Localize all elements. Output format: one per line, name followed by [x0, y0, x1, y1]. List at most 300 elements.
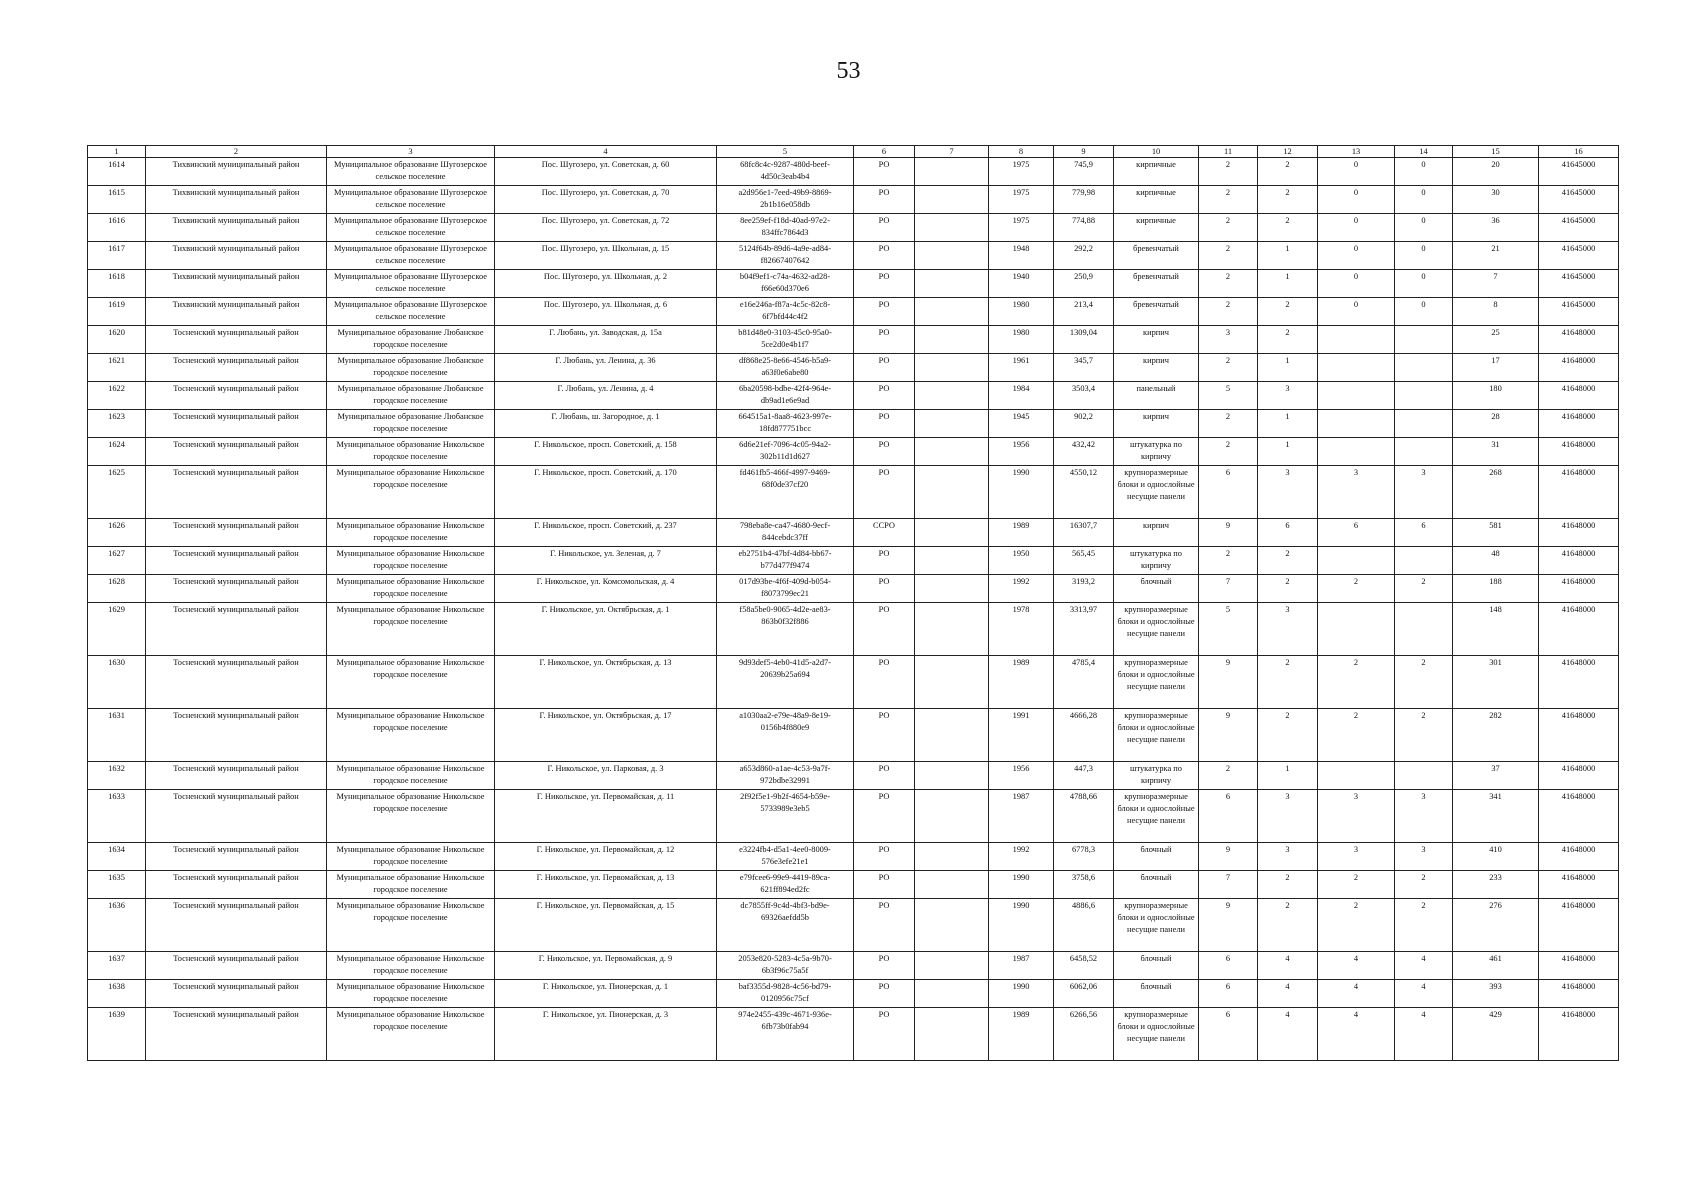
table-cell: 1 — [1258, 410, 1318, 438]
table-cell: 41645000 — [1539, 298, 1619, 326]
table-cell: 2 — [1318, 575, 1395, 603]
table-cell: 1626 — [88, 519, 146, 547]
table-cell — [915, 656, 989, 709]
page-number: 53 — [836, 58, 861, 84]
table-cell: 779,98 — [1054, 186, 1114, 214]
table-cell: 1990 — [989, 980, 1054, 1008]
table-cell: Муниципальное образование Никольское городское поселение — [327, 790, 495, 843]
table-cell: 4 — [1258, 952, 1318, 980]
table-cell: 36 — [1453, 214, 1539, 242]
table-cell: 2 — [1199, 762, 1258, 790]
table-cell: 6ba20598-bdbe-42f4-964e-db9ad1e6e9ad — [717, 382, 854, 410]
table-cell: Г. Никольское, ул. Первомайская, д. 9 — [495, 952, 717, 980]
table-cell: 1950 — [989, 547, 1054, 575]
table-cell: 0 — [1318, 158, 1395, 186]
table-cell — [1395, 354, 1453, 382]
table-cell: 7 — [1199, 575, 1258, 603]
table-cell — [915, 980, 989, 1008]
table-row — [88, 186, 1619, 214]
table-cell: 9 — [1199, 843, 1258, 871]
table-cell: Пос. Шугозеро, ул. Советская, д. 60 — [495, 158, 717, 186]
table-cell: 5 — [1199, 603, 1258, 656]
table-cell: 3503,4 — [1054, 382, 1114, 410]
table-cell: 41648000 — [1539, 709, 1619, 762]
table-cell: Тосненский муниципальный район — [146, 871, 327, 899]
table-cell: 25 — [1453, 326, 1539, 354]
table-cell: 3 — [1258, 843, 1318, 871]
table-cell: 9 — [1199, 656, 1258, 709]
table-cell — [1318, 762, 1395, 790]
table-cell: Г. Никольское, ул. Октябрьская, д. 1 — [495, 603, 717, 656]
table-cell: 1990 — [989, 899, 1054, 952]
table-cell: Муниципальное образование Никольское городское поселение — [327, 709, 495, 762]
table-cell — [915, 547, 989, 575]
table-cell: РО — [854, 843, 915, 871]
table-cell: Тосненский муниципальный район — [146, 438, 327, 466]
table-cell: 4 — [1318, 952, 1395, 980]
table-cell: 6 — [1395, 519, 1453, 547]
table-cell: e3224fb4-d5a1-4ee0-8009-576e3efe21e1 — [717, 843, 854, 871]
table-cell: 3 — [1395, 790, 1453, 843]
table-cell: Тосненский муниципальный район — [146, 1008, 327, 1061]
table-cell: 1309,04 — [1054, 326, 1114, 354]
table-cell: 1624 — [88, 438, 146, 466]
table-cell — [915, 410, 989, 438]
table-cell: 6 — [1199, 1008, 1258, 1061]
table-cell: 41645000 — [1539, 214, 1619, 242]
table-cell — [915, 186, 989, 214]
table-cell — [915, 354, 989, 382]
table-cell: 461 — [1453, 952, 1539, 980]
table-cell: 301 — [1453, 656, 1539, 709]
table-row — [88, 270, 1619, 298]
table-cell: 30 — [1453, 186, 1539, 214]
table-cell: Пос. Шугозеро, ул. Школьная, д. 15 — [495, 242, 717, 270]
table-cell: штукатурка по кирпичу — [1114, 762, 1199, 790]
table-body — [88, 158, 1619, 1061]
table-cell: 1619 — [88, 298, 146, 326]
table-cell: РО — [854, 656, 915, 709]
table-cell: 5 — [1199, 382, 1258, 410]
table-cell: Г. Никольское, ул. Комсомольская, д. 4 — [495, 575, 717, 603]
table-cell: df868e25-8e66-4546-b5a9-a63f0e6abe80 — [717, 354, 854, 382]
table-cell: 1 — [1258, 438, 1318, 466]
table-cell: 41648000 — [1539, 843, 1619, 871]
column-header: 14 — [1395, 146, 1453, 158]
table-cell: 2 — [1199, 242, 1258, 270]
table-cell: 4785,4 — [1054, 656, 1114, 709]
table-cell: Муниципальное образование Никольское городское поселение — [327, 899, 495, 952]
table-cell: крупноразмерные блоки и однослойные несущие панели — [1114, 790, 1199, 843]
table-cell: Муниципальное образование Никольское городское поселение — [327, 1008, 495, 1061]
table-cell: 1956 — [989, 762, 1054, 790]
table-cell: РО — [854, 410, 915, 438]
table-cell: 6266,56 — [1054, 1008, 1114, 1061]
table-cell: 1 — [1258, 354, 1318, 382]
table-cell: 41648000 — [1539, 762, 1619, 790]
table-cell: 31 — [1453, 438, 1539, 466]
table-cell: Г. Никольское, ул. Первомайская, д. 15 — [495, 899, 717, 952]
table-cell: 2 — [1199, 270, 1258, 298]
column-header: 4 — [495, 146, 717, 158]
table-cell: Тосненский муниципальный район — [146, 603, 327, 656]
table-cell — [915, 952, 989, 980]
column-header: 15 — [1453, 146, 1539, 158]
table-cell: 9d93def5-4eb0-41d5-a2d7-20639b25a694 — [717, 656, 854, 709]
table-cell: 798eba8e-ca47-4680-9ecf-844cebdc37ff — [717, 519, 854, 547]
table-cell: b81d48e0-3103-45c0-95a0-5ce2d0e4b1f7 — [717, 326, 854, 354]
table-cell: 20 — [1453, 158, 1539, 186]
table-cell: 1621 — [88, 354, 146, 382]
table-cell: 213,4 — [1054, 298, 1114, 326]
table-row — [88, 899, 1619, 952]
table-cell: РО — [854, 980, 915, 1008]
table-cell: 41648000 — [1539, 952, 1619, 980]
table-row — [88, 709, 1619, 762]
table-cell — [1318, 410, 1395, 438]
table-cell: Муниципальное образование Любанское городское поселение — [327, 410, 495, 438]
table-cell: крупноразмерные блоки и однослойные несущие панели — [1114, 603, 1199, 656]
table-cell: крупноразмерные блоки и однослойные несущие панели — [1114, 656, 1199, 709]
table-cell: бревенчатый — [1114, 242, 1199, 270]
table-cell: 393 — [1453, 980, 1539, 1008]
table-cell — [915, 214, 989, 242]
table-cell: Тосненский муниципальный район — [146, 575, 327, 603]
table-cell: 9 — [1199, 519, 1258, 547]
table-cell: 1614 — [88, 158, 146, 186]
table-cell — [1318, 326, 1395, 354]
table-cell: 2 — [1395, 575, 1453, 603]
table-cell — [1395, 438, 1453, 466]
column-header: 1 — [88, 146, 146, 158]
column-header: 2 — [146, 146, 327, 158]
table-cell: 4666,28 — [1054, 709, 1114, 762]
table-cell: Муниципальное образование Никольское городское поселение — [327, 466, 495, 519]
table-cell: 17 — [1453, 354, 1539, 382]
table-cell: f58a5be0-9065-4d2e-ae83-863b0f32f886 — [717, 603, 854, 656]
table-cell: Тихвинский муниципальный район — [146, 298, 327, 326]
table-cell: 276 — [1453, 899, 1539, 952]
header-row — [88, 146, 1619, 158]
table-cell: 0 — [1395, 186, 1453, 214]
table-cell: бревенчатый — [1114, 298, 1199, 326]
table-cell: 6 — [1318, 519, 1395, 547]
table-cell: 1991 — [989, 709, 1054, 762]
table-cell: 6 — [1199, 952, 1258, 980]
table-cell: 1990 — [989, 466, 1054, 519]
table-cell: 41648000 — [1539, 603, 1619, 656]
table-cell: Муниципальное образование Никольское городское поселение — [327, 656, 495, 709]
table-row — [88, 242, 1619, 270]
table-cell: 0 — [1318, 298, 1395, 326]
table-cell: a2d956e1-7eed-49b9-8869-2b1b16e058db — [717, 186, 854, 214]
table-cell: 1639 — [88, 1008, 146, 1061]
table-cell: 3 — [1258, 382, 1318, 410]
table-cell: Муниципальное образование Никольское городское поселение — [327, 952, 495, 980]
table-cell: РО — [854, 466, 915, 519]
table-cell — [1395, 762, 1453, 790]
table-cell: 1616 — [88, 214, 146, 242]
table-cell: 2 — [1199, 186, 1258, 214]
table-cell: 41648000 — [1539, 326, 1619, 354]
table-cell: блочный — [1114, 980, 1199, 1008]
table-cell — [915, 326, 989, 354]
table-cell: 41645000 — [1539, 158, 1619, 186]
table-cell: Муниципальное образование Никольское городское поселение — [327, 603, 495, 656]
table-cell: e79fcee6-99e9-4419-89ca-621ff894ed2fc — [717, 871, 854, 899]
table-row — [88, 980, 1619, 1008]
table-cell: 3 — [1318, 843, 1395, 871]
table-cell — [915, 466, 989, 519]
table-cell: 0 — [1318, 270, 1395, 298]
table-cell: бревенчатый — [1114, 270, 1199, 298]
table-row — [88, 843, 1619, 871]
table-cell: 1992 — [989, 575, 1054, 603]
table-cell — [915, 1008, 989, 1061]
table-cell: 1987 — [989, 952, 1054, 980]
table-cell: кирпичные — [1114, 158, 1199, 186]
table-cell — [1318, 382, 1395, 410]
table-cell: Муниципальное образование Шугозерское сельское поселение — [327, 242, 495, 270]
table-cell: 565,45 — [1054, 547, 1114, 575]
table-cell: 6 — [1199, 980, 1258, 1008]
table-cell: 7 — [1453, 270, 1539, 298]
table-cell: 28 — [1453, 410, 1539, 438]
table-cell: 9 — [1199, 709, 1258, 762]
table-cell: Тосненский муниципальный район — [146, 843, 327, 871]
table-cell: РО — [854, 790, 915, 843]
table-cell: 2 — [1258, 899, 1318, 952]
table-cell: РО — [854, 952, 915, 980]
table-row — [88, 1008, 1619, 1061]
table-cell: 2 — [1318, 656, 1395, 709]
table-cell: 41645000 — [1539, 270, 1619, 298]
table-cell: 268 — [1453, 466, 1539, 519]
column-header: 11 — [1199, 146, 1258, 158]
table-cell: РО — [854, 871, 915, 899]
column-header: 7 — [915, 146, 989, 158]
table-cell: 250,9 — [1054, 270, 1114, 298]
table-cell — [915, 438, 989, 466]
table-cell: Тосненский муниципальный район — [146, 326, 327, 354]
table-cell: 3 — [1395, 466, 1453, 519]
table-cell: 1989 — [989, 519, 1054, 547]
table-cell: блочный — [1114, 952, 1199, 980]
table-cell: fd461fb5-466f-4997-9469-68f0de37cf20 — [717, 466, 854, 519]
table-cell: Муниципальное образование Шугозерское сельское поселение — [327, 298, 495, 326]
table-cell: 2 — [1318, 899, 1395, 952]
table-cell: Тосненский муниципальный район — [146, 790, 327, 843]
table-cell: 1978 — [989, 603, 1054, 656]
table-cell: e16e246a-f87a-4c5c-82c8-6f7bfd44c4f2 — [717, 298, 854, 326]
table-cell — [1395, 603, 1453, 656]
table-cell: 1628 — [88, 575, 146, 603]
table-cell: 3 — [1258, 603, 1318, 656]
table-cell: РО — [854, 438, 915, 466]
table-cell: 1622 — [88, 382, 146, 410]
table-cell: 2 — [1199, 547, 1258, 575]
table-cell: РО — [854, 326, 915, 354]
table-cell: 2 — [1258, 575, 1318, 603]
table-cell: 1638 — [88, 980, 146, 1008]
table-cell: кирпичные — [1114, 186, 1199, 214]
table-cell: 1956 — [989, 438, 1054, 466]
table-cell: 41648000 — [1539, 980, 1619, 1008]
table-cell: Тосненский муниципальный район — [146, 899, 327, 952]
table-cell: 1984 — [989, 382, 1054, 410]
table-cell: Г. Никольское, ул. Парковая, д. 3 — [495, 762, 717, 790]
table-cell: a653d860-a1ae-4c53-9a7f-972bdbe32991 — [717, 762, 854, 790]
table-cell: Пос. Шугозеро, ул. Школьная, д. 6 — [495, 298, 717, 326]
table-cell: dc7855ff-9c4d-4bf3-bd9e-69326aefdd5b — [717, 899, 854, 952]
table-row — [88, 438, 1619, 466]
table-cell: 41648000 — [1539, 466, 1619, 519]
table-cell: 3193,2 — [1054, 575, 1114, 603]
table-cell: 7 — [1199, 871, 1258, 899]
table-cell — [915, 298, 989, 326]
table-cell: 902,2 — [1054, 410, 1114, 438]
table-cell: 6778,3 — [1054, 843, 1114, 871]
table-cell: 1630 — [88, 656, 146, 709]
table-cell: 4 — [1395, 1008, 1453, 1061]
table-cell: 2 — [1199, 214, 1258, 242]
table-cell: 1961 — [989, 354, 1054, 382]
table-cell: Тосненский муниципальный район — [146, 410, 327, 438]
table-cell: 0 — [1318, 242, 1395, 270]
table-cell: 1615 — [88, 186, 146, 214]
table-cell: Тихвинский муниципальный район — [146, 186, 327, 214]
table-cell: 2 — [1258, 214, 1318, 242]
table-cell: 292,2 — [1054, 242, 1114, 270]
table-cell: РО — [854, 762, 915, 790]
table-cell: РО — [854, 547, 915, 575]
table-cell: 2 — [1258, 547, 1318, 575]
table-cell: 4550,12 — [1054, 466, 1114, 519]
table-cell: Тосненский муниципальный район — [146, 762, 327, 790]
table-cell: 664515a1-8aa8-4623-997e-18fd877751bcc — [717, 410, 854, 438]
table-cell: РО — [854, 382, 915, 410]
table-cell: 3758,6 — [1054, 871, 1114, 899]
table-cell: 410 — [1453, 843, 1539, 871]
table-cell: 4 — [1258, 980, 1318, 1008]
table-cell: 1620 — [88, 326, 146, 354]
table-cell: 2 — [1318, 709, 1395, 762]
table-cell: блочный — [1114, 871, 1199, 899]
table-cell: 1 — [1258, 762, 1318, 790]
table-cell: 2 — [1199, 438, 1258, 466]
table-cell: 0 — [1395, 242, 1453, 270]
table-cell: 2 — [1395, 709, 1453, 762]
table-cell: Г. Никольское, ул. Пионерская, д. 1 — [495, 980, 717, 1008]
table-cell: 4 — [1395, 952, 1453, 980]
table-cell: Муниципальное образование Никольское городское поселение — [327, 871, 495, 899]
table-cell: Тосненский муниципальный район — [146, 382, 327, 410]
table-cell: РО — [854, 270, 915, 298]
table-cell: 745,9 — [1054, 158, 1114, 186]
table-cell: Муниципальное образование Никольское городское поселение — [327, 438, 495, 466]
table-cell: Тосненский муниципальный район — [146, 656, 327, 709]
table-cell: 1635 — [88, 871, 146, 899]
table-cell: РО — [854, 1008, 915, 1061]
table-row — [88, 298, 1619, 326]
table-cell: 41648000 — [1539, 899, 1619, 952]
table-cell — [915, 575, 989, 603]
column-header: 12 — [1258, 146, 1318, 158]
table-cell: Г. Никольское, ул. Октябрьская, д. 13 — [495, 656, 717, 709]
table-cell: Г. Никольское, просп. Советский, д. 170 — [495, 466, 717, 519]
table-cell: 345,7 — [1054, 354, 1114, 382]
table-cell: 233 — [1453, 871, 1539, 899]
table-cell: 4 — [1395, 980, 1453, 1008]
table-row — [88, 214, 1619, 242]
table-cell — [1318, 354, 1395, 382]
table-cell: Тосненский муниципальный район — [146, 952, 327, 980]
table-cell — [915, 519, 989, 547]
table-cell: 188 — [1453, 575, 1539, 603]
table-cell — [1318, 603, 1395, 656]
table-row — [88, 871, 1619, 899]
table-cell: 6 — [1199, 790, 1258, 843]
table-cell — [915, 709, 989, 762]
table-cell: 9 — [1199, 899, 1258, 952]
table-cell: Тосненский муниципальный район — [146, 466, 327, 519]
table-cell: 1629 — [88, 603, 146, 656]
table-cell: 1618 — [88, 270, 146, 298]
table-cell: 1634 — [88, 843, 146, 871]
table-cell — [1395, 410, 1453, 438]
table-cell: 774,88 — [1054, 214, 1114, 242]
table-cell: Тихвинский муниципальный район — [146, 270, 327, 298]
table-cell: 3313,97 — [1054, 603, 1114, 656]
table-cell: Г. Любань, ш. Загородное, д. 1 — [495, 410, 717, 438]
table-cell: Тихвинский муниципальный район — [146, 158, 327, 186]
table-cell: 1975 — [989, 214, 1054, 242]
table-cell: 447,3 — [1054, 762, 1114, 790]
table-cell: 429 — [1453, 1008, 1539, 1061]
table-cell: 1980 — [989, 326, 1054, 354]
table-cell: Г. Никольское, ул. Первомайская, д. 11 — [495, 790, 717, 843]
table-cell: 180 — [1453, 382, 1539, 410]
table-cell: кирпич — [1114, 326, 1199, 354]
housing-registry-table — [87, 145, 1619, 1061]
table-cell: 2 — [1258, 186, 1318, 214]
table-cell: 017d93be-4f6f-409d-b054-f8073799ec21 — [717, 575, 854, 603]
table-cell — [915, 843, 989, 871]
table-cell: Г. Никольское, ул. Зеленая, д. 7 — [495, 547, 717, 575]
table-row — [88, 790, 1619, 843]
table-cell: 2053e820-5283-4c5a-9b70-6b3f96c75a5f — [717, 952, 854, 980]
table-cell: блочный — [1114, 843, 1199, 871]
table-row — [88, 354, 1619, 382]
table-cell: 1975 — [989, 186, 1054, 214]
table-cell: РО — [854, 575, 915, 603]
table-cell: 41645000 — [1539, 186, 1619, 214]
column-header: 10 — [1114, 146, 1199, 158]
table-cell: 1637 — [88, 952, 146, 980]
table-cell: Муниципальное образование Никольское городское поселение — [327, 547, 495, 575]
table-cell: Муниципальное образование Никольское городское поселение — [327, 575, 495, 603]
table-cell — [915, 382, 989, 410]
table-cell: 3 — [1258, 790, 1318, 843]
table-cell: 1987 — [989, 790, 1054, 843]
table-row — [88, 466, 1619, 519]
table-cell: Муниципальное образование Шугозерское сельское поселение — [327, 270, 495, 298]
table-cell: кирпичные — [1114, 214, 1199, 242]
table-cell: кирпич — [1114, 519, 1199, 547]
table-cell: РО — [854, 709, 915, 762]
table-cell: кирпич — [1114, 354, 1199, 382]
table-cell: крупноразмерные блоки и однослойные несущие панели — [1114, 899, 1199, 952]
